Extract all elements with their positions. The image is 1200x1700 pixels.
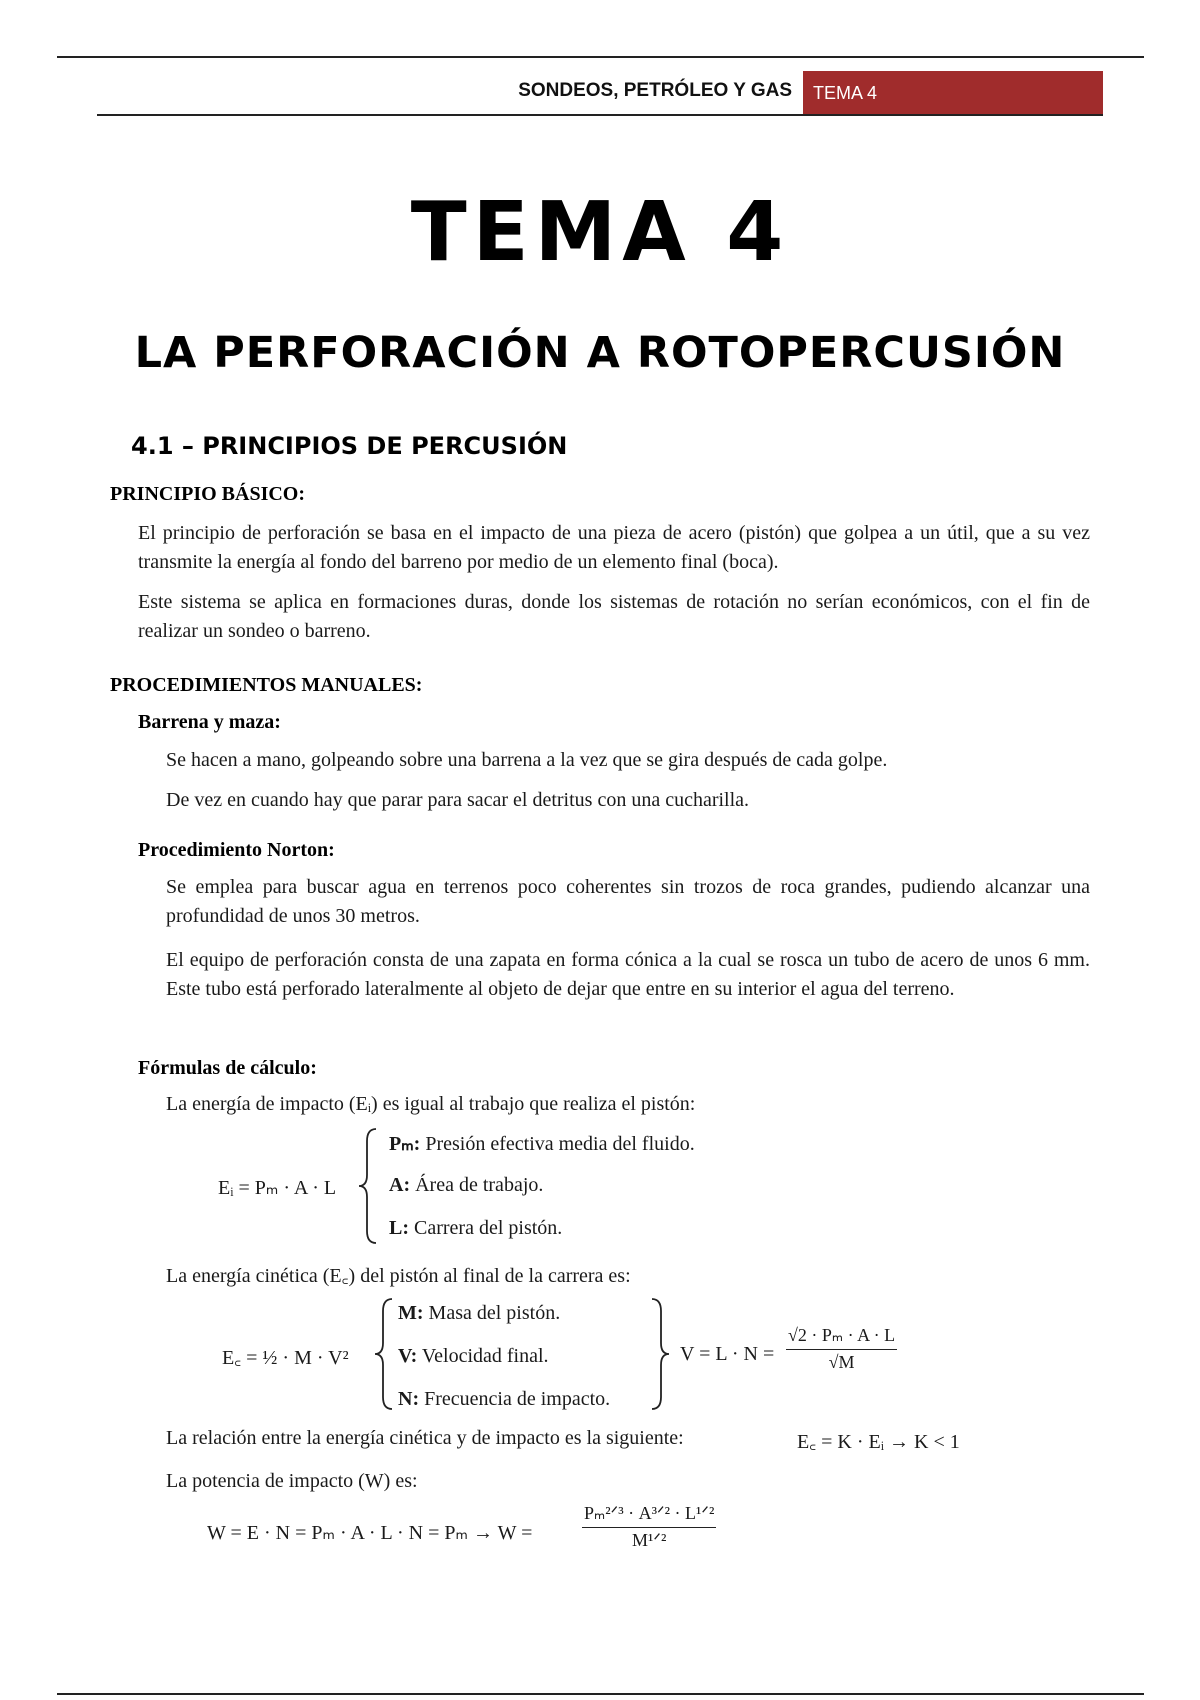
header-tab-badge: TEMA 4 (803, 71, 1103, 115)
impact-energy-intro: La energía de impacto (Eᵢ) es igual al trabajo que realiza el pistón: (166, 1093, 696, 1115)
impact-term-a: A: Área de trabajo. (389, 1174, 544, 1196)
norton-heading: Procedimiento Norton: (138, 839, 335, 861)
impact-term-l: L: Carrera del pistón. (389, 1217, 563, 1239)
kinetic-energy-intro: La energía cinética (E꜀) del pistón al final de la carrera es: (166, 1265, 631, 1287)
barrena-heading: Barrena y maza: (138, 711, 281, 733)
velocity-denominator: √M (828, 1352, 855, 1372)
relation-equation: E꜀ = K · Eᵢ → K < 1 (797, 1431, 960, 1453)
header-rule (97, 114, 1103, 116)
page-subtitle: LA PERFORACIÓN A ROTOPERCUSIÓN (134, 328, 1066, 378)
bottom-rule (57, 1693, 1144, 1695)
power-numerator: Pₘ²ᐟ³ · A³ᐟ² · L¹ᐟ² (582, 1503, 716, 1528)
header-subject: SONDEOS, PETRÓLEO Y GAS (518, 80, 792, 101)
impact-terms-brace (356, 1127, 380, 1245)
kinetic-term-n: N: Frecuencia de impacto. (398, 1388, 611, 1410)
power-denominator: M¹ᐟ² (632, 1530, 667, 1550)
kinetic-terms-brace-left (372, 1297, 396, 1411)
kinetic-term-m: M: Masa del pistón. (398, 1302, 561, 1324)
power-fraction (582, 1503, 716, 1551)
principio-basico-paragraph-1: El principio de perforación se basa en el impacto de una pieza de acero (pistón) que golpea a un útil, que a su vez transmite la energía al fondo del barreno por medio de un elemento final (boca). (138, 522, 1090, 573)
section-heading: 4.1 – PRINCIPIOS DE PERCUSIÓN (131, 432, 568, 460)
kinetic-terms-brace-right (648, 1297, 672, 1411)
velocity-fraction (786, 1325, 897, 1373)
norton-paragraph-2: El equipo de perforación consta de una zapata en forma cónica a la cual se rosca un tubo de acero de unos 6 mm. Este tubo está perforado lateralmente al objeto de dejar que entre en su interior el agua del terreno. (166, 949, 1090, 1000)
principio-basico-paragraph-2: Este sistema se aplica en formaciones duras, donde los sistemas de rotación no serían económicos, con el fin de realizar un sondeo o barreno. (138, 591, 1090, 642)
procedimientos-heading: PROCEDIMIENTOS MANUALES: (110, 674, 423, 696)
kinetic-energy-equation: E꜀ = ½ · M · V² (222, 1347, 349, 1369)
formulas-heading: Fórmulas de cálculo: (138, 1057, 317, 1079)
norton-paragraph-1: Se emplea para buscar agua en terrenos poco coherentes sin trozos de roca grandes, pudiendo alcanzar una profundidad de unos 30 metros. (166, 876, 1090, 927)
page-title: TEMA 4 (410, 185, 790, 280)
relation-text: La relación entre la energía cinética y de impacto es la siguiente: (166, 1427, 684, 1449)
impact-energy-equation: Eᵢ = Pₘ · A · L (218, 1177, 337, 1199)
top-rule (57, 56, 1144, 58)
power-intro: La potencia de impacto (W) es: (166, 1470, 418, 1492)
barrena-paragraph-2: De vez en cuando hay que parar para sacar el detritus con una cucharilla. (166, 789, 750, 811)
power-equation: W = E · N = Pₘ · A · L · N = Pₘ → W = (207, 1522, 533, 1544)
kinetic-term-v: V: Velocidad final. (398, 1345, 549, 1367)
principio-basico-heading: PRINCIPIO BÁSICO: (110, 483, 306, 505)
barrena-paragraph-1: Se hacen a mano, golpeando sobre una barrena a la vez que se gira después de cada golpe. (166, 749, 888, 771)
impact-term-pm: Pₘ: Presión efectiva media del fluido. (389, 1133, 695, 1155)
velocity-numerator: √2 · Pₘ · A · L (786, 1325, 897, 1350)
velocity-equation: V = L · N = (680, 1343, 775, 1365)
